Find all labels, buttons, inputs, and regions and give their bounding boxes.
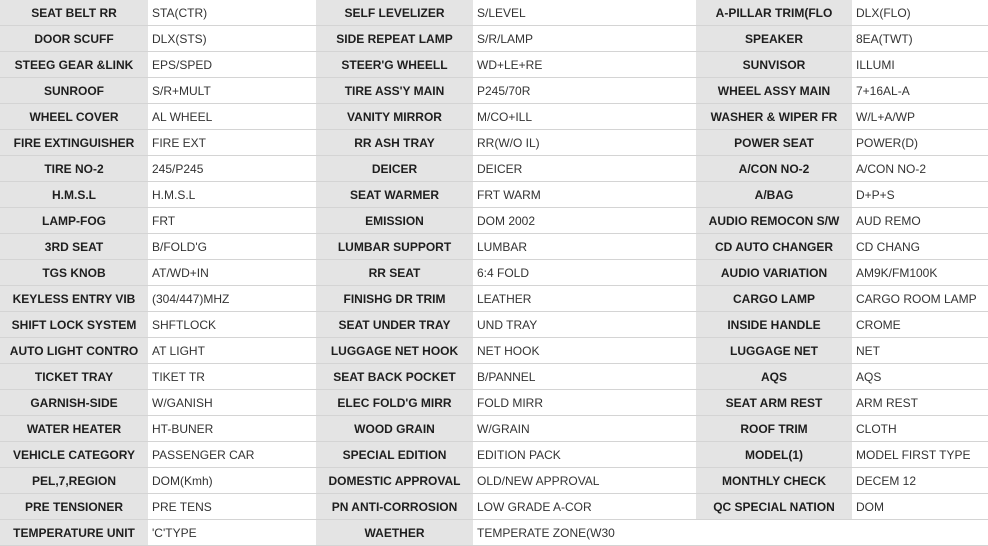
spec-value: PRE TENS (148, 494, 316, 520)
spec-value: SHFTLOCK (148, 312, 316, 338)
spec-value: FRT (148, 208, 316, 234)
spec-label: PEL,7,REGION (0, 468, 148, 494)
spec-label: SEAT BACK POCKET (316, 364, 473, 390)
spec-label: H.M.S.L (0, 182, 148, 208)
spec-value: DOM (852, 494, 988, 520)
spec-label: AUDIO VARIATION (696, 260, 852, 286)
spec-value: CROME (852, 312, 988, 338)
spec-value: 8EA(TWT) (852, 26, 988, 52)
spec-label: PRE TENSIONER (0, 494, 148, 520)
spec-label: SUNROOF (0, 78, 148, 104)
spec-value: D+P+S (852, 182, 988, 208)
table-row (0, 52, 988, 78)
spec-label: SEAT WARMER (316, 182, 473, 208)
spec-value: ILLUMI (852, 52, 988, 78)
spec-value: FIRE EXT (148, 130, 316, 156)
spec-label: INSIDE HANDLE (696, 312, 852, 338)
spec-label: WATER HEATER (0, 416, 148, 442)
spec-label: WAETHER (316, 520, 473, 546)
spec-value: DLX(STS) (148, 26, 316, 52)
spec-label: 3RD SEAT (0, 234, 148, 260)
spec-value (852, 520, 988, 546)
spec-label: WOOD GRAIN (316, 416, 473, 442)
spec-label: DOOR SCUFF (0, 26, 148, 52)
spec-label: RR SEAT (316, 260, 473, 286)
spec-value: M/CO+ILL (473, 104, 696, 130)
table-row (0, 182, 988, 208)
spec-label: EMISSION (316, 208, 473, 234)
spec-label: TEMPERATURE UNIT (0, 520, 148, 546)
spec-value: A/CON NO-2 (852, 156, 988, 182)
spec-value: MODEL FIRST TYPE (852, 442, 988, 468)
spec-value: AQS (852, 364, 988, 390)
spec-value: HT-BUNER (148, 416, 316, 442)
spec-value: 245/P245 (148, 156, 316, 182)
spec-value: OLD/NEW APPROVAL (473, 468, 696, 494)
spec-label: SHIFT LOCK SYSTEM (0, 312, 148, 338)
spec-value: CD CHANG (852, 234, 988, 260)
spec-value: (304/447)MHZ (148, 286, 316, 312)
spec-value: WD+LE+RE (473, 52, 696, 78)
spec-value: EPS/SPED (148, 52, 316, 78)
spec-value: EDITION PACK (473, 442, 696, 468)
spec-label: SELF LEVELIZER (316, 0, 473, 26)
spec-label: SEAT BELT RR (0, 0, 148, 26)
spec-label: WASHER & WIPER FR (696, 104, 852, 130)
spec-value: B/FOLD'G (148, 234, 316, 260)
spec-label: SPECIAL EDITION (316, 442, 473, 468)
spec-label: WHEEL COVER (0, 104, 148, 130)
spec-value: TEMPERATE ZONE(W30 (473, 520, 696, 546)
spec-value: AT LIGHT (148, 338, 316, 364)
spec-value: W/L+A/WP (852, 104, 988, 130)
table-row (0, 416, 988, 442)
spec-label: SEAT UNDER TRAY (316, 312, 473, 338)
spec-value: DOM(Kmh) (148, 468, 316, 494)
spec-label: WHEEL ASSY MAIN (696, 78, 852, 104)
table-row (0, 468, 988, 494)
spec-label: PN ANTI-CORROSION (316, 494, 473, 520)
table-row (0, 130, 988, 156)
table-row (0, 364, 988, 390)
table-row (0, 494, 988, 520)
spec-label: DOMESTIC APPROVAL (316, 468, 473, 494)
spec-value: LUMBAR (473, 234, 696, 260)
spec-label: TICKET TRAY (0, 364, 148, 390)
spec-value: ARM REST (852, 390, 988, 416)
spec-label: VEHICLE CATEGORY (0, 442, 148, 468)
spec-value: AUD REMO (852, 208, 988, 234)
spec-value: PASSENGER CAR (148, 442, 316, 468)
table-row (0, 156, 988, 182)
spec-label: VANITY MIRROR (316, 104, 473, 130)
spec-label: ROOF TRIM (696, 416, 852, 442)
table-row (0, 286, 988, 312)
spec-label (696, 520, 852, 546)
spec-label: TIRE NO-2 (0, 156, 148, 182)
table-row (0, 234, 988, 260)
table-row (0, 312, 988, 338)
spec-value: STA(CTR) (148, 0, 316, 26)
table-row (0, 0, 988, 26)
table-row (0, 26, 988, 52)
spec-label: MONTHLY CHECK (696, 468, 852, 494)
spec-value: DLX(FLO) (852, 0, 988, 26)
spec-value: S/R/LAMP (473, 26, 696, 52)
table-row (0, 208, 988, 234)
spec-value: P245/70R (473, 78, 696, 104)
spec-label: CARGO LAMP (696, 286, 852, 312)
spec-value: FOLD MIRR (473, 390, 696, 416)
spec-label: FINISHG DR TRIM (316, 286, 473, 312)
spec-value: CARGO ROOM LAMP (852, 286, 988, 312)
spec-label: SIDE REPEAT LAMP (316, 26, 473, 52)
table-row (0, 390, 988, 416)
table-row (0, 78, 988, 104)
spec-label: KEYLESS ENTRY VIB (0, 286, 148, 312)
spec-label: LUGGAGE NET (696, 338, 852, 364)
spec-value: NET (852, 338, 988, 364)
spec-label: LAMP-FOG (0, 208, 148, 234)
table-row (0, 104, 988, 130)
spec-label: A/BAG (696, 182, 852, 208)
table-row (0, 338, 988, 364)
spec-value: LOW GRADE A-COR (473, 494, 696, 520)
spec-label: LUGGAGE NET HOOK (316, 338, 473, 364)
spec-value: S/LEVEL (473, 0, 696, 26)
spec-value: AL WHEEL (148, 104, 316, 130)
spec-value: LEATHER (473, 286, 696, 312)
spec-label: STEER'G WHEELL (316, 52, 473, 78)
spec-value: S/R+MULT (148, 78, 316, 104)
spec-label: SUNVISOR (696, 52, 852, 78)
spec-label: AUDIO REMOCON S/W (696, 208, 852, 234)
spec-value: POWER(D) (852, 130, 988, 156)
spec-value: FRT WARM (473, 182, 696, 208)
spec-label: AQS (696, 364, 852, 390)
table-row (0, 442, 988, 468)
spec-value: H.M.S.L (148, 182, 316, 208)
spec-label: MODEL(1) (696, 442, 852, 468)
table-row (0, 520, 988, 546)
spec-label: ELEC FOLD'G MIRR (316, 390, 473, 416)
spec-label: AUTO LIGHT CONTRO (0, 338, 148, 364)
spec-label: FIRE EXTINGUISHER (0, 130, 148, 156)
spec-value: 7+16AL-A (852, 78, 988, 104)
spec-value: DECEM 12 (852, 468, 988, 494)
spec-label: SEAT ARM REST (696, 390, 852, 416)
spec-label: RR ASH TRAY (316, 130, 473, 156)
spec-label: A-PILLAR TRIM(FLO (696, 0, 852, 26)
spec-value: AT/WD+IN (148, 260, 316, 286)
spec-value: W/GRAIN (473, 416, 696, 442)
spec-label: A/CON NO-2 (696, 156, 852, 182)
spec-value: 'C'TYPE (148, 520, 316, 546)
spec-value: 6:4 FOLD (473, 260, 696, 286)
table-row (0, 260, 988, 286)
spec-label: LUMBAR SUPPORT (316, 234, 473, 260)
spec-value: DEICER (473, 156, 696, 182)
spec-value: B/PANNEL (473, 364, 696, 390)
spec-label: CD AUTO CHANGER (696, 234, 852, 260)
spec-value: CLOTH (852, 416, 988, 442)
spec-label: SPEAKER (696, 26, 852, 52)
spec-label: QC SPECIAL NATION (696, 494, 852, 520)
spec-value: AM9K/FM100K (852, 260, 988, 286)
spec-value: UND TRAY (473, 312, 696, 338)
spec-value: DOM 2002 (473, 208, 696, 234)
spec-label: TGS KNOB (0, 260, 148, 286)
spec-value: TIKET TR (148, 364, 316, 390)
spec-value: NET HOOK (473, 338, 696, 364)
spec-label: TIRE ASS'Y MAIN (316, 78, 473, 104)
spec-value: RR(W/O IL) (473, 130, 696, 156)
spec-label: POWER SEAT (696, 130, 852, 156)
spec-label: GARNISH-SIDE (0, 390, 148, 416)
spec-value: W/GANISH (148, 390, 316, 416)
spec-label: STEEG GEAR &LINK (0, 52, 148, 78)
spec-label: DEICER (316, 156, 473, 182)
